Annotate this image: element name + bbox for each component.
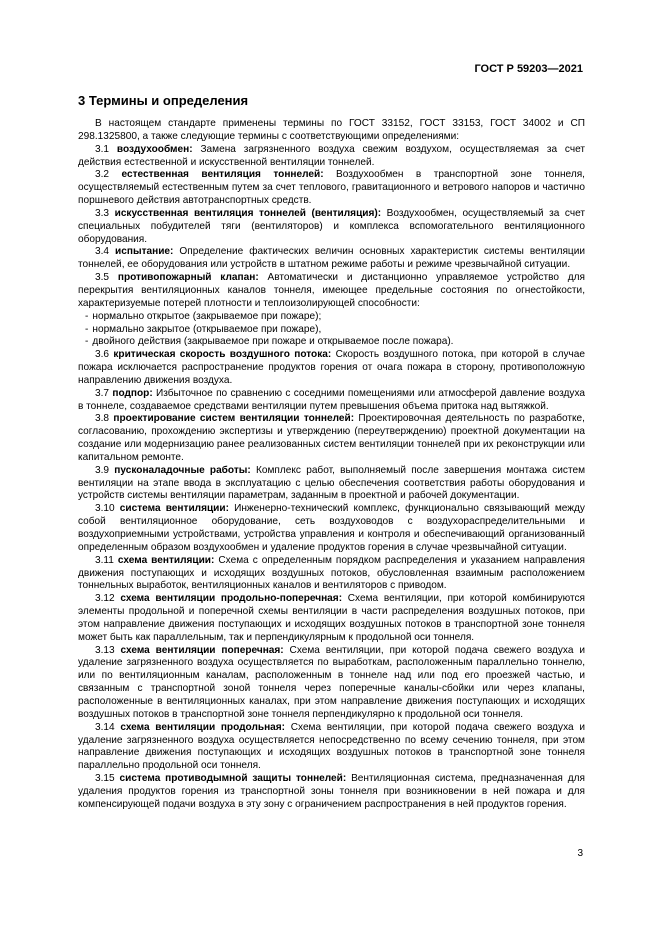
term-number: 3.12 — [95, 593, 115, 605]
term-3-13 — [78, 645, 585, 722]
section-title: 3 Термины и определения — [78, 93, 249, 108]
list-item-text: нормально открытое (закрываемое при пожаре); — [92, 310, 322, 322]
term-definition: Схема вентиляции, при которой комбинируются элементы продольной и поперечной схемы вентиляции в части распределения воздушных потоков, при этом направление движения поступающих и исходящих воздушных потоков в транспортной зоне тоннеля может быть как параллельным, так и перпендикулярным к продольной оси тоннеля. — [78, 593, 586, 643]
list-item — [78, 311, 585, 324]
term-3-3 — [78, 208, 585, 247]
term-3-6 — [78, 349, 585, 388]
term-name: схема вентиляции: — [117, 554, 215, 566]
term-number: 3.9 — [95, 464, 110, 476]
page-number: 3 — [577, 848, 583, 859]
term-3-15 — [78, 773, 585, 812]
term-name: воздухообмен: — [116, 143, 193, 155]
intro-paragraph: В настоящем стандарте применены термины по ГОСТ 33152, ГОСТ 33153, ГОСТ 34002 и СП 298.1325800, а также следующие термины с соответствующими определениями: — [78, 118, 585, 142]
term-name: противопожарный клапан: — [117, 272, 259, 284]
term-name: естественная вентиляция тоннелей: — [121, 169, 324, 181]
term-number: 3.10 — [95, 503, 115, 515]
term-number: 3.6 — [95, 349, 110, 361]
term-definition: Замена загрязненного воздуха свежим воздухом, осуществляемая за счет действия естественной и искусственной вентиляции тоннелей. — [78, 143, 585, 168]
term-name: пусконаладочные работы: — [114, 464, 251, 476]
term-name: подпор: — [112, 387, 153, 399]
term-3-4 — [78, 246, 585, 272]
term-definition: Автоматически и дистанционно управляемое устройство для перекрытия вентиляционных каналов тоннеля, имеющее предельные состояния по огнестойкости, характеризуемые потерей плотности и теплоизолирующей способности: — [78, 272, 585, 309]
term-3-5 — [78, 272, 585, 311]
list-marker: - — [85, 336, 89, 348]
valve-type-list — [78, 311, 585, 350]
list-marker: - — [85, 323, 89, 335]
term-number: 3.8 — [95, 413, 110, 425]
term-3-1 — [78, 144, 585, 170]
term-3-10 — [78, 503, 585, 554]
term-name: система вентиляции: — [119, 503, 229, 515]
term-3-2 — [78, 169, 585, 208]
term-definition: Воздухообмен, осуществляемый за счет специальных побудителей тяги (вентиляторов) и комплекса вспомогательного вентиляционного оборудования. — [78, 207, 585, 245]
term-definition: Схема вентиляции, при которой подача свежего воздуха и удаление загрязненного воздуха осуществляется по выработкам, расположенным параллельно тоннелю, или по вентиляционным каналам, расположенным в тоннеле над или под его проезжей частью, и связанным с транспортной зоной тоннеля через поперечные каналы-сбойки или через клапаны, расположенные в вентиляционных каналах, при этом направление движения поступающих и исходящих воздушных потоков в транспортной зоне тоннеля перпендикулярно к продольной оси тоннеля. — [78, 644, 585, 720]
term-name: искусственная вентиляция тоннелей (вентиляция): — [114, 207, 382, 219]
term-number: 3.2 — [95, 169, 110, 181]
term-3-12 — [78, 593, 585, 644]
section-body — [78, 118, 585, 812]
term-definition: Воздухообмен в транспортной зоне тоннеля, осуществляемый естественным путем за счет теплового, гравитационного и ветрового напоров и частично поршневого действия автотранспортных средств. — [78, 169, 585, 207]
term-definition: Проектировочная деятельность по разработке, согласованию, прохождению экспертизы и утверждению (переутверждению) проектной документации на создание или модернизацию ранее реализованных систем вентиляции тоннелей при их реконструкции или капитальном ремонте. — [78, 413, 585, 463]
list-marker: - — [85, 310, 89, 322]
term-number: 3.4 — [95, 246, 110, 258]
term-definition: Схема вентиляции, при которой подача свежего воздуха и удаление загрязненного воздуха осуществляется непосредственно по всему сечению тоннеля, при этом направление движения поступающих и исходящих воздушных потоков в транспортной зоне тоннеля параллельно продольной оси тоннеля. — [78, 721, 585, 772]
list-item — [78, 324, 585, 337]
term-number: 3.5 — [95, 272, 110, 284]
term-definition: Определение фактических величин основных характеристик системы вентиляции тоннелей, ее оборудования или устройств в штатном режиме работы и режиме чрезвычайной ситуации. — [78, 246, 585, 271]
term-3-9 — [78, 465, 585, 504]
term-definition: Избыточное по сравнению с соседними помещениями или атмосферой давление воздуха в тоннеле, создаваемое средствами вентиляции путем превышения объема притока над вытяжкой. — [78, 387, 585, 412]
term-definition: Инженерно-технический комплекс, функционально связывающий между собой вентиляционное оборудование, сеть воздуховодов с воздухораспределительными и воздухоприемными устройствами, устройства управления и контроля и обеспечивающий организованный определенным образом воздухообмен и удаление продуктов горения в случае чрезвычайной ситуации. — [78, 503, 585, 553]
term-number: 3.15 — [95, 773, 115, 785]
term-definition: Комплекс работ, выполняемый после завершения монтажа систем вентиляции на этапе ввода в эксплуатацию с целью обеспечения соответствия работы оборудования и устройств системы вентиляции параметрам, заданным в проектной и рабочей документации. — [78, 464, 586, 502]
term-number: 3.1 — [95, 143, 110, 155]
term-number: 3.14 — [95, 721, 115, 733]
list-item-text: двойного действия (закрываемое при пожаре и открываемое после пожара). — [92, 336, 454, 348]
term-definition: Скорость воздушного потока, при которой в случае пожара исключается распространение продуктов горения от очага пожара в сторону, противоположную направлению движения воздуха. — [78, 349, 585, 386]
term-3-8 — [78, 413, 585, 464]
term-name: схема вентиляции продольно-поперечная: — [120, 593, 343, 605]
term-name: схема вентиляции продольная: — [120, 721, 286, 733]
term-name: проектирование систем вентиляции тоннелей: — [113, 413, 355, 425]
term-name: испытание: — [115, 246, 174, 258]
term-number: 3.3 — [95, 207, 110, 219]
list-item-text: нормально закрытое (открываемое при пожаре), — [92, 323, 322, 335]
term-3-14 — [78, 722, 585, 773]
term-name: система противодымной защиты тоннелей: — [119, 773, 347, 785]
document-header: ГОСТ Р 59203—2021 — [474, 63, 583, 75]
term-definition: Схема с определенным порядком распределения и указанием направления движения поступающих и исходящих воздушных потоков, обусловленная взаимным расположением тоннельных выработок, вентиляционных каналов и вентиляторов с приводом. — [78, 554, 585, 592]
term-name: схема вентиляции поперечная: — [120, 644, 284, 656]
term-number: 3.7 — [95, 387, 110, 399]
term-definition: Вентиляционная система, предназначенная для удаления продуктов горения из транспортной зоны тоннеля при возникновении в ней пожара и для компенсирующей подачи воздуха в эту зону с ограничением распространения в ней продуктов горения. — [78, 773, 585, 810]
list-item — [78, 336, 585, 349]
term-number: 3.11 — [95, 554, 114, 566]
term-number: 3.13 — [95, 644, 115, 656]
term-3-7 — [78, 388, 585, 414]
term-name: критическая скорость воздушного потока: — [113, 349, 332, 361]
term-3-11 — [78, 555, 585, 594]
